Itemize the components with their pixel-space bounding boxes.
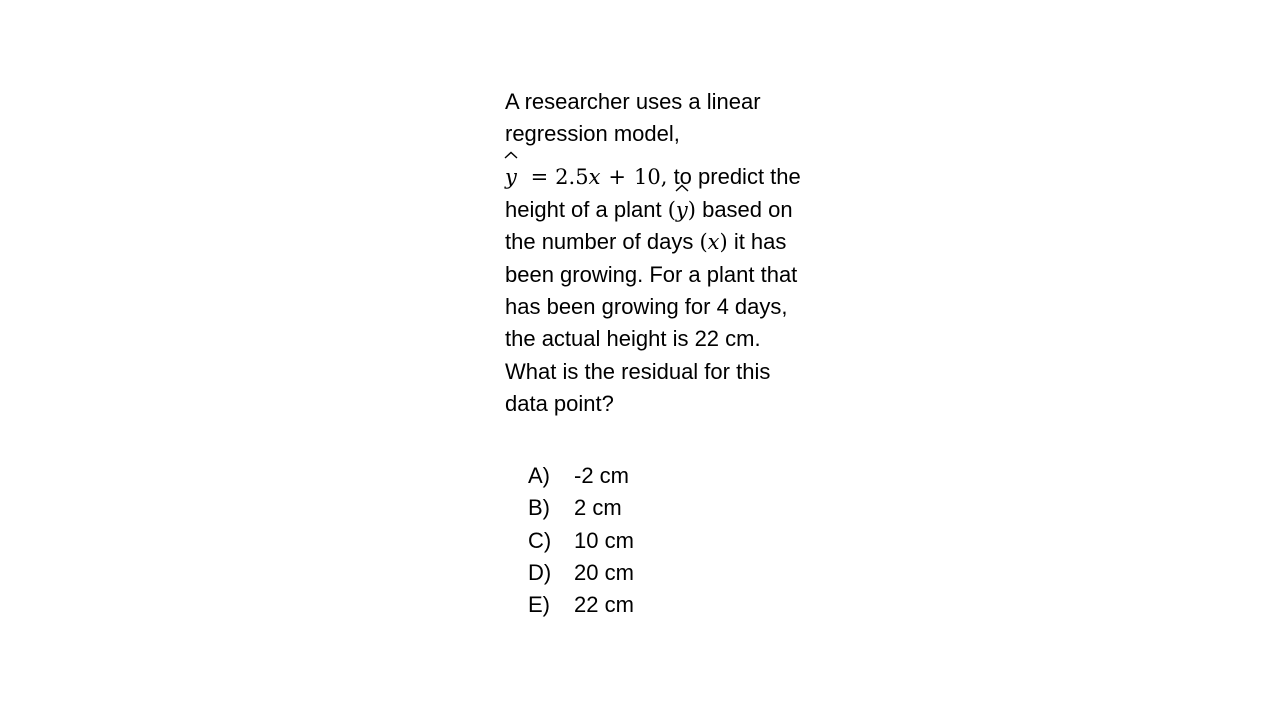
question-line: has been growing for 4 days, <box>505 293 788 319</box>
equation-tail-text: to predict the <box>667 163 801 189</box>
question-line: regression model, <box>505 121 680 147</box>
choice-a[interactable]: A) -2 cm <box>528 463 629 488</box>
choice-d[interactable]: D) 20 cm <box>528 559 634 585</box>
question-line: height of a plant ( y) based on <box>505 194 840 226</box>
question-line: data point? <box>505 391 614 417</box>
regression-equation: y = 2.5x + 10, <box>505 165 667 189</box>
question-line: What is the residual for this <box>505 358 771 384</box>
question-line: been growing. For a plant that <box>505 261 798 287</box>
y-hat-symbol: y <box>676 194 688 226</box>
question-line: the number of days (x) it has <box>505 229 787 255</box>
regression-equation-line <box>505 151 840 194</box>
choice-e[interactable]: E) 22 cm <box>528 592 634 618</box>
y-hat-symbol: y <box>505 161 517 193</box>
question-text <box>505 86 840 421</box>
choice-b[interactable]: B) 2 cm <box>528 495 622 521</box>
question-line: A researcher uses a linear <box>505 89 761 114</box>
hat-icon <box>675 184 689 192</box>
hat-icon <box>504 151 518 159</box>
choice-c[interactable]: C) 10 cm <box>528 527 634 553</box>
question-line: the actual height is 22 cm. <box>505 326 761 352</box>
answer-choices <box>528 460 634 621</box>
